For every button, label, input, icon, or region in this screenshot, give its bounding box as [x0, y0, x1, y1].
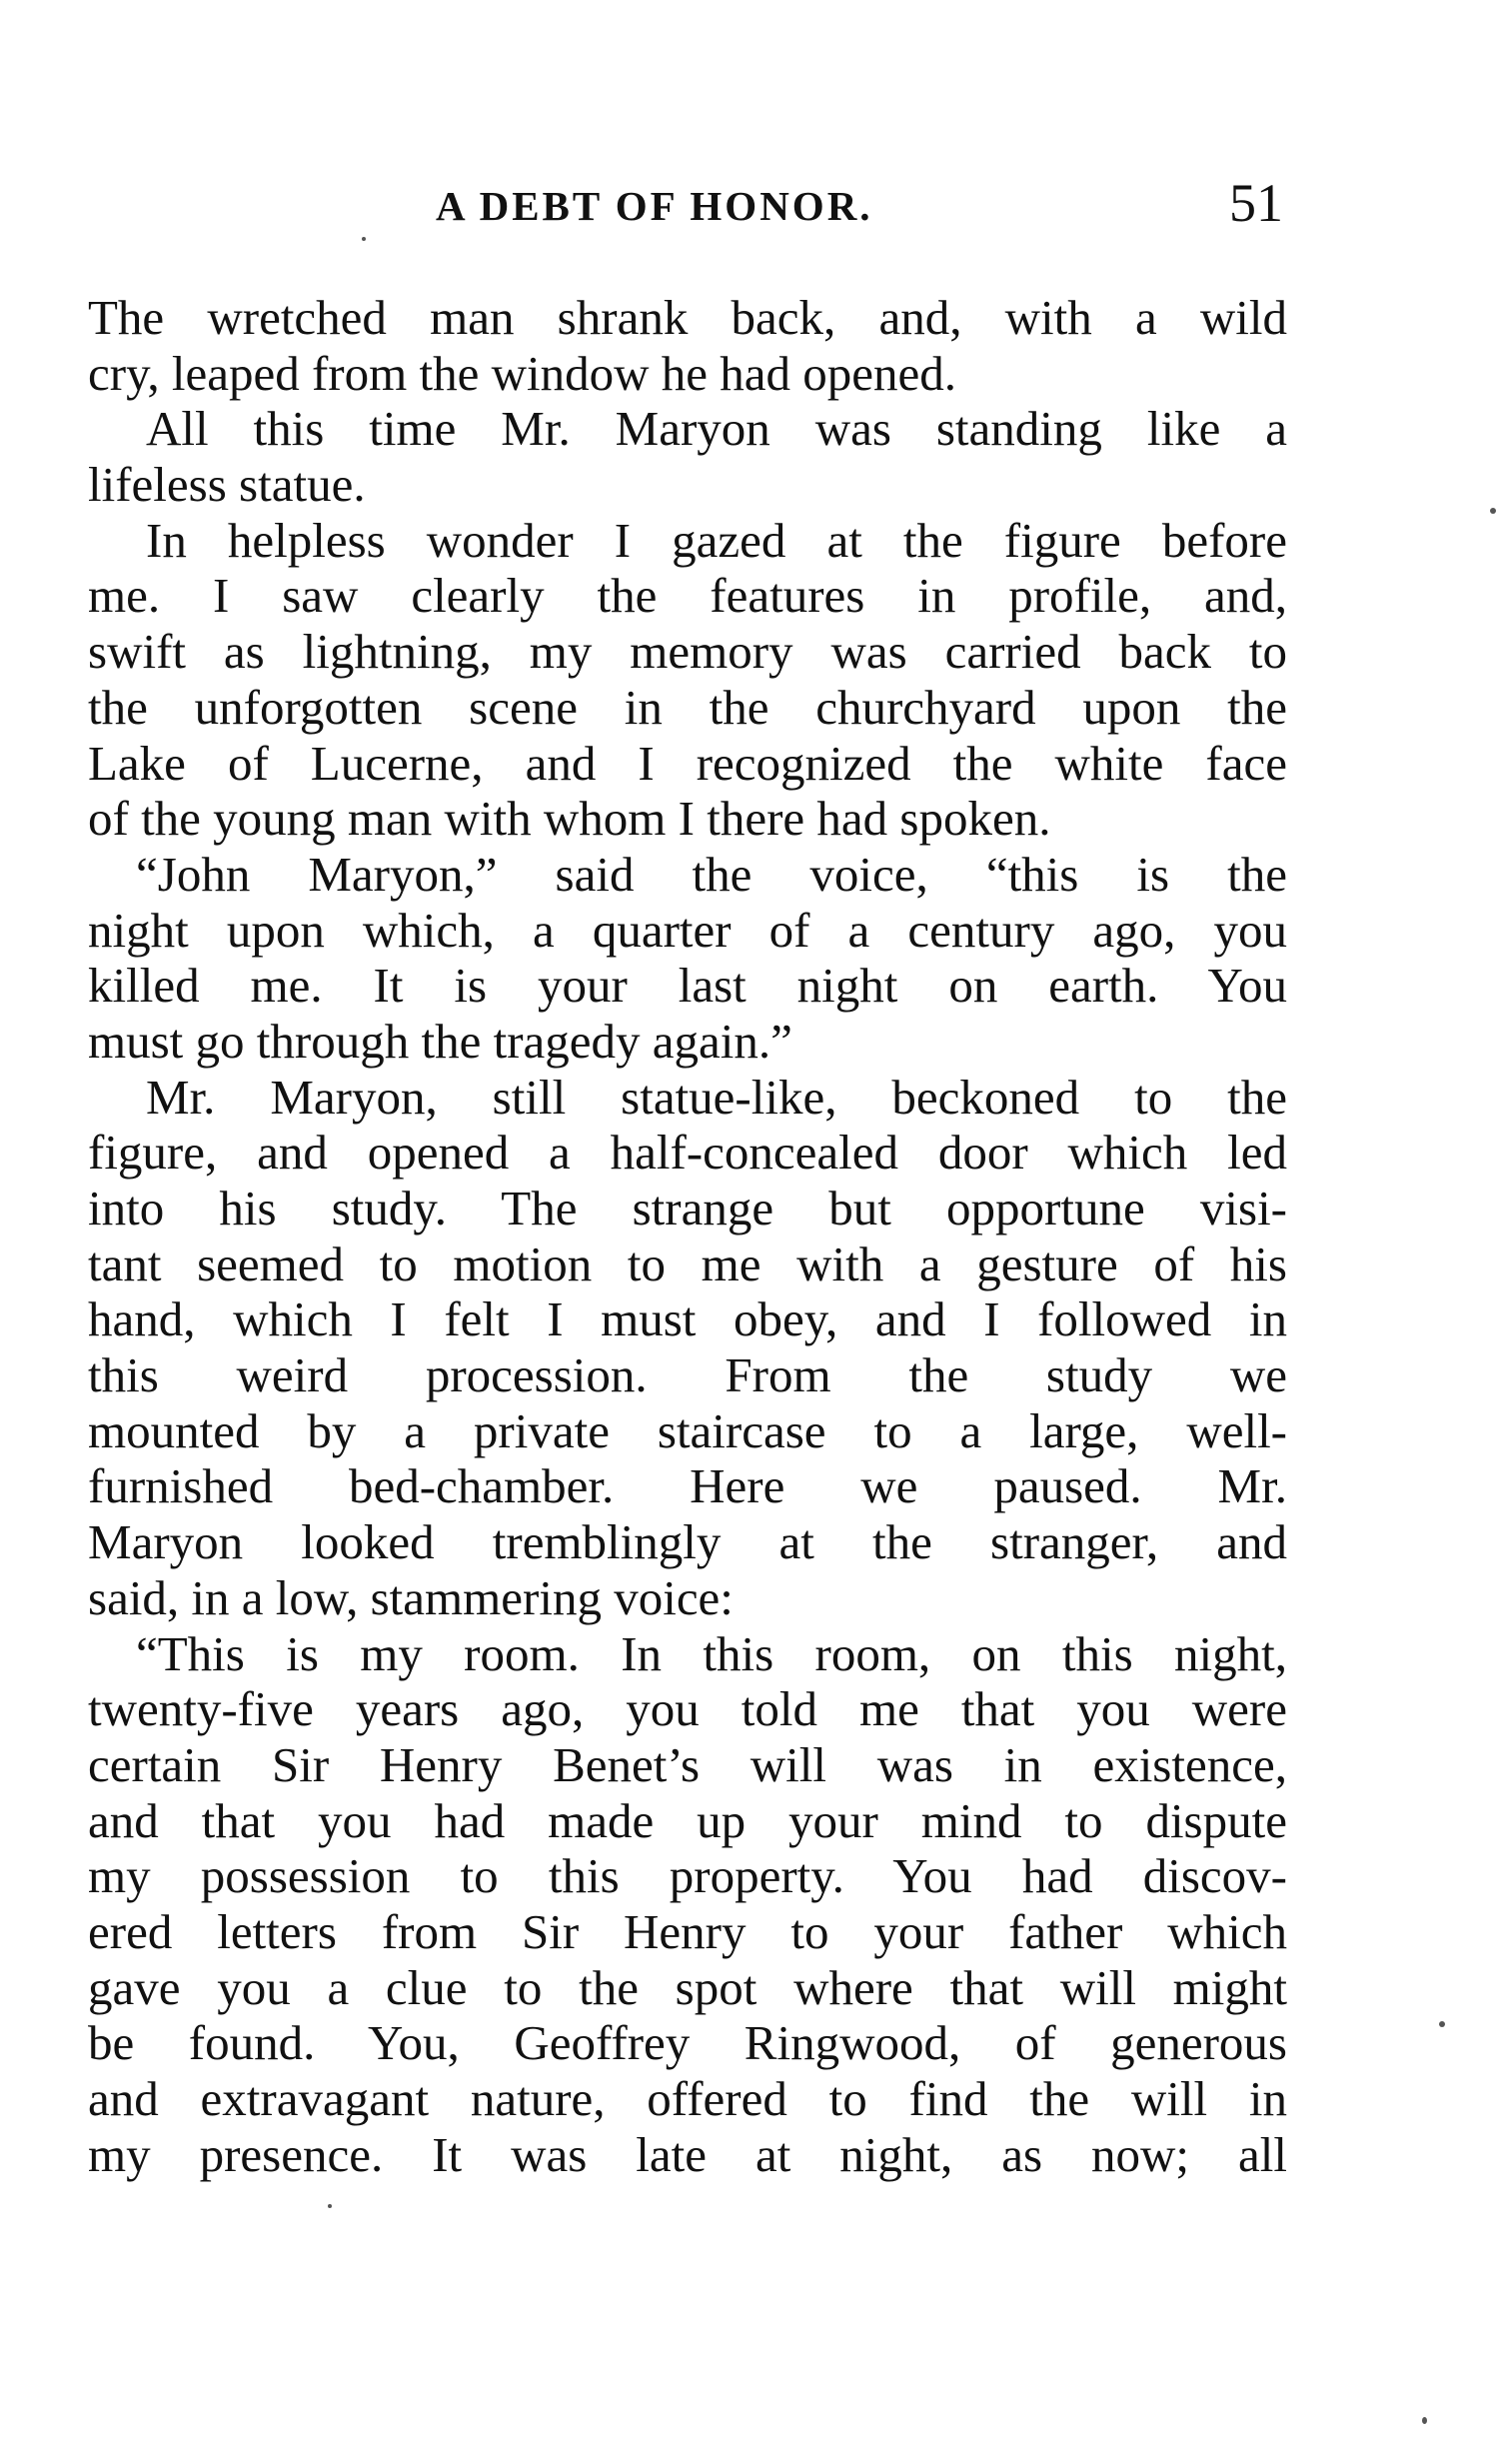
scan-speck	[1439, 2021, 1445, 2027]
text-line: furnished bed-chamber. Here we paused. Mr.	[88, 1458, 1287, 1514]
page-number: 51	[1229, 173, 1283, 233]
text-line: twenty-five years ago, you told me that you were	[88, 1681, 1287, 1737]
text-line: Mr. Maryon, still statue-like, beckoned to the	[146, 1069, 1287, 1125]
text-line: All this time Mr. Maryon was standing like a	[146, 401, 1287, 457]
text-line: the unforgotten scene in the churchyard upon the	[88, 679, 1287, 735]
running-header	[0, 173, 1512, 240]
text-line: swift as lightning, my memory was carried back to	[88, 624, 1287, 680]
text-line: “This is my room. In this room, on this night,	[136, 1625, 1287, 1681]
text-line: be found. You, Geoffrey Ringwood, of generous	[88, 2015, 1287, 2071]
scan-speck	[1422, 2417, 1427, 2424]
scan-speck	[362, 237, 366, 241]
scan-speck	[1490, 508, 1496, 514]
text-line: this weird procession. From the study we	[88, 1347, 1287, 1403]
text-line: certain Sir Henry Benet’s will was in existence,	[88, 1736, 1287, 1792]
text-line: me. I saw clearly the features in profile, and,	[88, 568, 1287, 624]
scan-speck	[328, 2204, 332, 2208]
text-line: The wretched man shrank back, and, with a wild	[88, 290, 1287, 345]
text-line: lifeless statue.	[88, 457, 366, 513]
text-line: my possession to this property. You had discov-	[88, 1848, 1287, 1904]
text-line: night upon which, a quarter of a century ago, you	[88, 902, 1287, 958]
text-line: and that you had made up your mind to dispute	[88, 1792, 1287, 1848]
text-line: hand, which I felt I must obey, and I followed in	[88, 1291, 1287, 1347]
running-title: A DEBT OF HONOR.	[436, 183, 873, 229]
body-text	[88, 290, 1287, 2182]
text-line: figure, and opened a half-concealed door which led	[88, 1125, 1287, 1181]
text-line: said, in a low, stammering voice:	[88, 1569, 734, 1625]
text-line: cry, leaped from the window he had opened.	[88, 345, 956, 401]
text-line: of the young man with whom I there had spoken.	[88, 791, 1051, 847]
text-line: ered letters from Sir Henry to your father which	[88, 1903, 1287, 1959]
text-line: “John Maryon,” said the voice, “this is the	[136, 846, 1287, 902]
text-line: gave you a clue to the spot where that will might	[88, 1959, 1287, 2015]
text-line: In helpless wonder I gazed at the figure before	[146, 512, 1287, 568]
text-line: tant seemed to motion to me with a gesture of his	[88, 1235, 1287, 1291]
text-line: Maryon looked tremblingly at the stranger, and	[88, 1514, 1287, 1570]
text-line: must go through the tragedy again.”	[88, 1013, 792, 1069]
text-line: my presence. It was late at night, as now; all	[88, 2126, 1287, 2182]
text-line: mounted by a private staircase to a large, well-	[88, 1402, 1287, 1458]
text-line: killed me. It is your last night on earth. You	[88, 958, 1287, 1014]
text-line: into his study. The strange but opportune visi-	[88, 1181, 1287, 1235]
text-line: and extravagant nature, offered to find the will in	[88, 2071, 1287, 2126]
text-line: Lake of Lucerne, and I recognized the white face	[88, 735, 1287, 791]
